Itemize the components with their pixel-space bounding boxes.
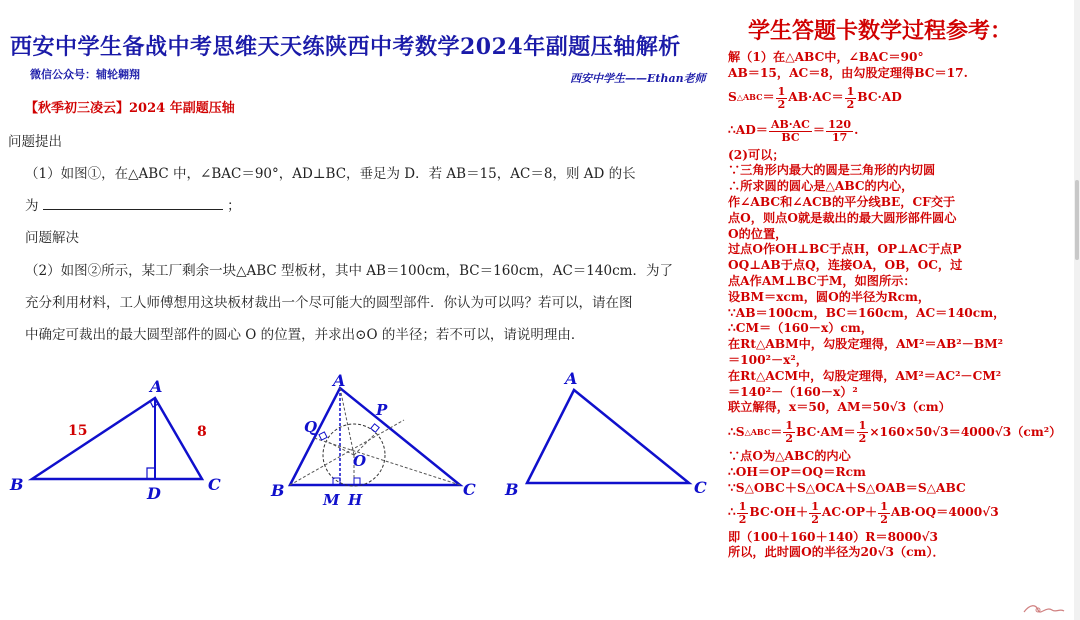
solution-line: 点A作AM⊥BC于M，如图所示： [728, 273, 916, 288]
question-2-line-1: （2）如图②所示，某工厂剩余一块△ABC 型板材，其中 AB＝100cm，BC＝160cm，AC＝140cm．为了 [25, 263, 673, 279]
question-1-prefix: 为 [25, 198, 39, 214]
fig2-label-o: O [353, 452, 367, 470]
fig3-triangle [527, 390, 689, 483]
area-subscript: △ABC [736, 92, 763, 103]
fig1-side-ac: 8 [197, 424, 207, 440]
fraction: $\frac{1}{2}$ [858, 419, 867, 446]
question-2-line-2: 充分利用材料，工人师傅想用这块板材裁出一个尽可能大的圆型部件．你认为可以吗？若可以，请在图 [25, 295, 633, 311]
term: AB·OQ＝4000√3 [890, 505, 999, 520]
fig2-label-q: Q [304, 418, 318, 436]
fraction: $\frac{AB\cdot AC}{BC}$ [770, 117, 810, 144]
author-credit: 西安中学生——Ethan老师 [570, 72, 706, 85]
problem-tag: 【秋季初三凌云】2024 年副题压轴 [25, 101, 235, 116]
fig3-label-c: C [694, 478, 707, 497]
figure-3 [504, 369, 707, 499]
fraction: $\frac{1}{2}$ [738, 499, 747, 526]
solution-line: ＝100²－x²， [728, 352, 808, 367]
fraction: $\frac{1}{2}$ [880, 499, 888, 526]
solution-line-area-value [728, 416, 1073, 449]
solution-line: ∴所求圆的圆心是△ABC的内心， [728, 179, 914, 194]
fig3-label-a: A [565, 369, 578, 388]
figure-2 [270, 371, 476, 509]
solution-line: 联立解得，x＝50，AM＝50√3（cm） [728, 400, 951, 415]
equals: ＝ [762, 90, 775, 105]
wechat-account: 微信公众号：辅轮翱翔 [30, 68, 140, 81]
solution-title: 学生答题卡数学过程参考： [748, 18, 1013, 44]
solution-line: O的位置， [728, 226, 788, 241]
solution-line: AB＝15，AC＝8，由勾股定理得BC＝17. [728, 65, 968, 80]
term: BC·OH＋ [749, 505, 809, 520]
question-1-line-1: （1）如图①，在△ABC 中，∠BAC＝90°，AD⊥BC，垂足为 D．若 AB＝15，AC＝8，则 AD 的长 [25, 166, 636, 182]
term: ∴AD＝ [728, 123, 768, 138]
fig1-right-angle-d [147, 468, 155, 479]
solution-line: 在Rt△ACM中，勾股定理得，AM²＝AC²－CM² [728, 368, 1002, 383]
solution-line: 解（1）在△ABC中，∠BAC＝90° [728, 50, 924, 64]
page-title: 西安中学生备战中考思维天天练陕西中考数学2024年副题压轴解析 [10, 34, 681, 60]
solution-line: 即（100＋160＋140）R＝8000√3 [728, 529, 938, 544]
term: ∴ [728, 505, 736, 520]
fig2-label-p: P [376, 401, 388, 419]
fraction: $\frac{1}{2}$ [811, 499, 819, 526]
equals: ＝ [812, 123, 826, 138]
solution-line-area-formula [728, 82, 1073, 115]
term: . [854, 123, 859, 138]
scrollbar-thumb[interactable] [1075, 180, 1079, 260]
fig1-label-c: C [208, 475, 221, 494]
solution-line-ad-result [728, 115, 1073, 148]
figure-1 [9, 377, 221, 503]
fig2-label-c: C [463, 480, 476, 499]
fig2-label-b: B [271, 481, 285, 500]
decorative-flourish-icon [1022, 602, 1066, 618]
solution-line: ∵三角形内最大的圆是三角形的内切圆 [728, 163, 936, 178]
solution-line: 在Rt△ABM中，勾股定理得，AM²＝AB²－BM² [728, 337, 1003, 352]
solution-line: 所以，此时圆O的半径为20√3（cm）． [728, 545, 945, 560]
question-1-suffix: ； [227, 198, 241, 214]
question-1-line-2 [25, 194, 241, 214]
solution-steps [728, 50, 1073, 561]
fig3-label-b: B [505, 480, 519, 499]
term: AB·AC＝ [788, 90, 844, 105]
fig1-side-ab: 15 [68, 423, 88, 439]
term: ×160×50√3＝4000√3（cm²） [869, 424, 1062, 439]
solution-line: 过点O作OH⊥BC于点H，OP⊥AC于点P [728, 242, 962, 257]
equals: ＝ [770, 424, 783, 439]
area-subscript: △ABC [744, 426, 771, 437]
solution-line: 点O，则点O就是裁出的最大圆形部件圆心 [728, 210, 957, 225]
fraction: $\frac{1}{2}$ [846, 84, 855, 111]
geometry-figures [0, 360, 725, 520]
solution-line-area-sum [728, 497, 1073, 530]
fig1-label-b: B [10, 475, 24, 494]
fig1-label-d: D [147, 484, 161, 503]
area-symbol: S [728, 90, 737, 105]
fig1-triangle [32, 398, 202, 479]
term: AC·OP＋ [821, 505, 878, 520]
fraction: $\frac{1}{2}$ [785, 419, 794, 446]
solution-line: ∵AB＝100cm，BC＝160cm，AC＝140cm， [728, 305, 1006, 320]
solution-line: 作∠ABC和∠ACB的平分线BE，CF交于 [728, 194, 956, 209]
term: BC·AD [857, 90, 902, 105]
solution-line: 设BM＝xcm，圆O的半径为Rcm， [728, 289, 931, 304]
term: ∴S [728, 424, 745, 439]
solution-line: ∵S△OBC＋S△OCA＋S△OAB＝S△ABC [728, 480, 966, 495]
fig1-label-a: A [150, 377, 163, 396]
fig2-label-m: M [323, 491, 340, 509]
question-2-line-3: 中确定可裁出的最大圆型部件的圆心 O 的位置，并求出⊙O 的半径；若不可以，请说明理由． [25, 327, 585, 343]
fig2-right-angle-p [371, 424, 379, 432]
solution-line: ＝140²－（160－x）² [728, 384, 858, 399]
fig2-label-h: H [348, 491, 363, 509]
term: BC·AM＝ [796, 424, 856, 439]
solution-line: ∴OH＝OP＝OQ＝Rcm [728, 464, 866, 479]
solution-line: ∴CM＝（160－x）cm， [728, 321, 873, 336]
solution-line: OQ⊥AB于点Q，连接OA，OB，OC，过 [728, 258, 963, 273]
scrollbar-track[interactable] [1074, 0, 1080, 620]
section-heading-1: 问题提出 [8, 134, 62, 150]
solution-line: (2)可以； [728, 147, 785, 162]
fig2-right-angle-q [319, 432, 327, 440]
fraction: $\frac{1}{2}$ [777, 84, 786, 111]
answer-blank [43, 196, 223, 210]
section-heading-2: 问题解决 [25, 230, 79, 246]
fraction: $\frac{120}{17}$ [828, 117, 852, 144]
fig2-label-a: A [333, 371, 346, 390]
solution-line: ∵点O为△ABC的内心 [728, 449, 851, 464]
